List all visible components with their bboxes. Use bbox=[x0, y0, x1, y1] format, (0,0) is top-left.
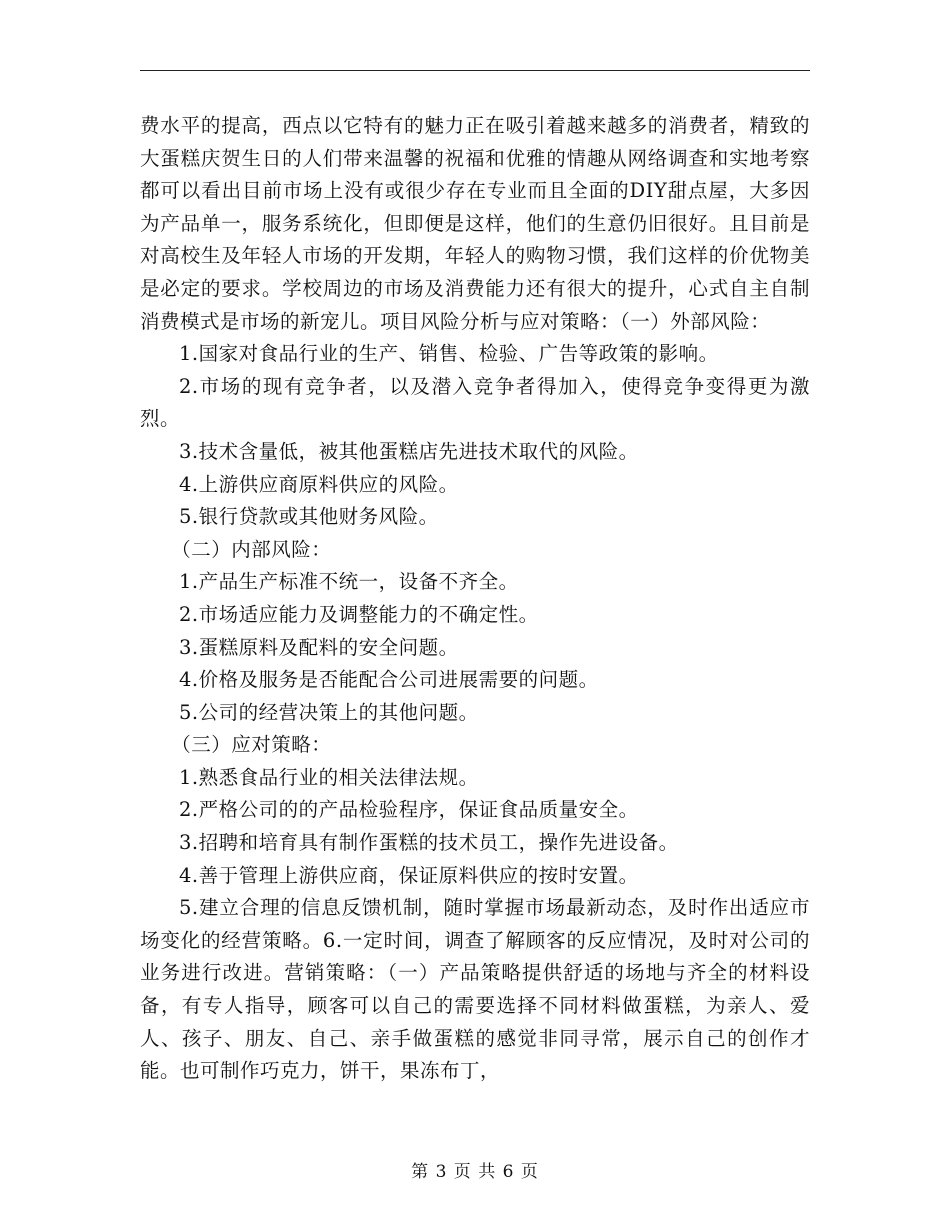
list-item: 5.公司的经营决策上的其他问题。 bbox=[179, 700, 479, 724]
list-item: 1.国家对食品行业的生产、销售、检验、广告等政策的影响。 bbox=[179, 342, 719, 366]
list-item: 2.市场的现有竞争者，以及潜入竞争者得加入，使得竞争变得更为激烈。 bbox=[140, 374, 810, 431]
list-item: 2.严格公司的的产品检验程序，保证食品质量安全。 bbox=[179, 798, 639, 822]
document-body bbox=[140, 110, 810, 1088]
list-item: 5.银行贷款或其他财务风险。 bbox=[179, 505, 439, 529]
list-item: 4.价格及服务是否能配合公司进展需要的问题。 bbox=[179, 668, 599, 692]
list-item: 2.市场适应能力及调整能力的不确定性。 bbox=[179, 602, 539, 626]
list-item: 1.熟悉食品行业的相关法律法规。 bbox=[179, 765, 479, 789]
list-item: 3.蛋糕原料及配料的安全问题。 bbox=[179, 635, 459, 659]
header-rule bbox=[140, 70, 810, 71]
section-heading-strategies: （三）应对策略： bbox=[171, 733, 332, 757]
section-heading-internal-risk: （二）内部风险： bbox=[171, 537, 332, 561]
paragraph-marketing-strategy: 5.建立合理的信息反馈机制，随时掌握市场最新动态，及时作出适应市场变化的经营策略。6.一定时间，调查了解顾客的反应情况，及时对公司的业务进行改进。营销策略：（一）产品策略提供舒适的场地与齐全的材料设备，有专人指导，顾客可以自己的需要选择不同材料做蛋糕，为亲人、爱人、孩子、朋友、自己、亲手做蛋糕的感觉非同寻常，展示自己的创作才能。也可制作巧克力，饼干，果冻布丁， bbox=[140, 896, 810, 1083]
paragraph-market-analysis: 费水平的提高，西点以它特有的魅力正在吸引着越来越多的消费者，精致的大蛋糕庆贺生日的人们带来温馨的祝福和优雅的情趣从网络调查和实地考察都可以看出目前市场上没有或很少存在专业而且全面的DIY甜点屋，大多因为产品单一，服务系统化，但即便是这样，他们的生意仍旧很好。且目前是对高校生及年轻人市场的开发期，年轻人的购物习惯，我们这样的价优物美是必定的要求。学校周边的市场及消费能力还有很大的提升，心式自主自制消费模式是市场的新宠儿。项目风险分析与应对策略：（一）外部风险： bbox=[140, 114, 810, 333]
list-item: 4.上游供应商原料供应的风险。 bbox=[179, 472, 459, 496]
list-item: 3.招聘和培育具有制作蛋糕的技术员工，操作先进设备。 bbox=[179, 831, 679, 855]
list-item: 3.技术含量低，被其他蛋糕店先进技术取代的风险。 bbox=[179, 439, 639, 463]
list-item: 4.善于管理上游供应商，保证原料供应的按时安置。 bbox=[179, 863, 639, 887]
list-item: 1.产品生产标准不统一，设备不齐全。 bbox=[179, 570, 519, 594]
page-number-footer: 第 3 页 共 6 页 bbox=[411, 1162, 539, 1182]
